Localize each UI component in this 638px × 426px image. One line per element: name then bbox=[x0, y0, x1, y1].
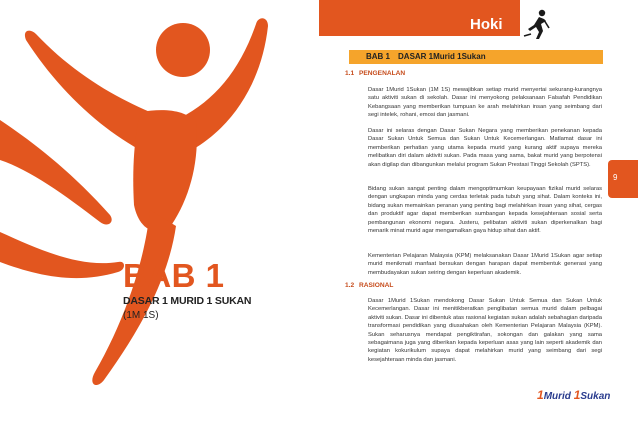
logo-num-b: 1 bbox=[573, 388, 581, 402]
figure-side-swoosh bbox=[0, 120, 112, 224]
logo-num-a: 1 bbox=[537, 388, 544, 402]
logo-word-b: Sukan bbox=[580, 391, 611, 402]
footer-logo bbox=[537, 388, 610, 402]
section-title: RASIONAL bbox=[359, 282, 394, 289]
page-number: 9 bbox=[613, 173, 618, 182]
figure-illustration bbox=[0, 0, 300, 426]
chapter-title: BAB 1 bbox=[123, 257, 225, 294]
paragraph: Kementerian Pelajaran Malaysia (KPM) melaksanakan Dasar 1Murid 1Sukan agar setiap murid menikmati manfaat bersukan dengan harapan dapat membentuk generasi yang membudayakan sukan seiring dengan keperluan akademik. bbox=[368, 253, 602, 276]
sport-title: Hoki bbox=[470, 16, 503, 33]
figure-head bbox=[156, 23, 210, 77]
figure-left-arm bbox=[25, 31, 150, 150]
paragraph: Dasar ini selaras dengan Dasar Sukan Negara yang memberikan penekanan kepada Dasar Sukan Untuk Semua dan Sukan Untuk Kecemerlangan. Matlamat dasar ini memberikan perhatian yang utama kepada murid yang kurang aktif supaya mereka melibatkan diri dalam aktiviti sukan. Pada masa yang sama, bakat murid yang berpotensi akan digilap dan dibangunkan melalui program Sukan Prestasi Tinggi Sekolah (SPTS). bbox=[368, 128, 602, 168]
section-heading-rasional bbox=[345, 282, 393, 289]
logo-word-a: Murid bbox=[543, 391, 571, 402]
figure-lower-swoosh bbox=[0, 232, 124, 278]
band-title bbox=[366, 52, 486, 61]
section-heading-pengenalan bbox=[345, 70, 405, 77]
section-number: 1.1 bbox=[345, 70, 355, 77]
chapter-subtitle: DASAR 1 MURID 1 SUKAN bbox=[123, 295, 252, 307]
section-title: PENGENALAN bbox=[359, 70, 406, 77]
band-label: BAB 1 bbox=[366, 52, 391, 61]
section-number: 1.2 bbox=[345, 282, 355, 289]
figure-body bbox=[133, 110, 197, 232]
paragraph: Bidang sukan sangat penting dalam mengoptimumkan keupayaan fizikal murid selaras dengan ungkapan minda yang cerdas terletak pada tubuh yang sihat. Dalam konteks ini, bidang sukan memainkan peranan yang penting bagi melahirkan insan yang sihat, cergas dan produktif agar dapat memberikan sumbangan kepada kesejahteraan sosial serta pembangunan ekonomi negara. Justeru, pelibatan aktiviti sukan diperkenalkan bagi menarik minat murid agar mengamalkan gaya hidup sihat dan aktif. bbox=[368, 186, 602, 235]
chapter-code: (1M 1S) bbox=[123, 310, 159, 321]
band-text: DASAR 1Murid 1Sukan bbox=[398, 52, 486, 61]
paragraph: Dasar 1Murid 1Sukan (1M 1S) mewajibkan setiap murid menyertai sekurang-kurangnya satu aktiviti sukan di sekolah. Dasar ini menyokong pelaksanaan Falsafah Pendidikan Kebangsaan yang memberikan tumpuan ke arah melahirkan insan yang seimbang dari segi intelek, rohani, emosi dan jasmani. bbox=[368, 87, 602, 119]
paragraph: Dasar 1Murid 1Sukan mendokong Dasar Sukan Untuk Semua dan Sukan Untuk Kecemerlangan. Dasar ini menitikberatkan penglibatan semua murid dalam pelbagai aktiviti sukan. Dasar ini dibentuk atas rasional kegiatan sukan adalah sebahagian daripada transformasi pendidikan yang diusahakan oleh Kementerian Pelajaran Malaysia (KPM). Sukan seharusnya mendapat pengiktirafan, sokongan dan galakan yang sama sebagaimana juga yang diberikan kepada keperluan asas yang lain seperti akademik dan kegiatan kokurikulum supaya dapat melahirkan murid yang seimbang dari segi kesejahteraan minda dan jasmani. bbox=[368, 298, 602, 363]
hockey-player-icon bbox=[522, 8, 552, 40]
